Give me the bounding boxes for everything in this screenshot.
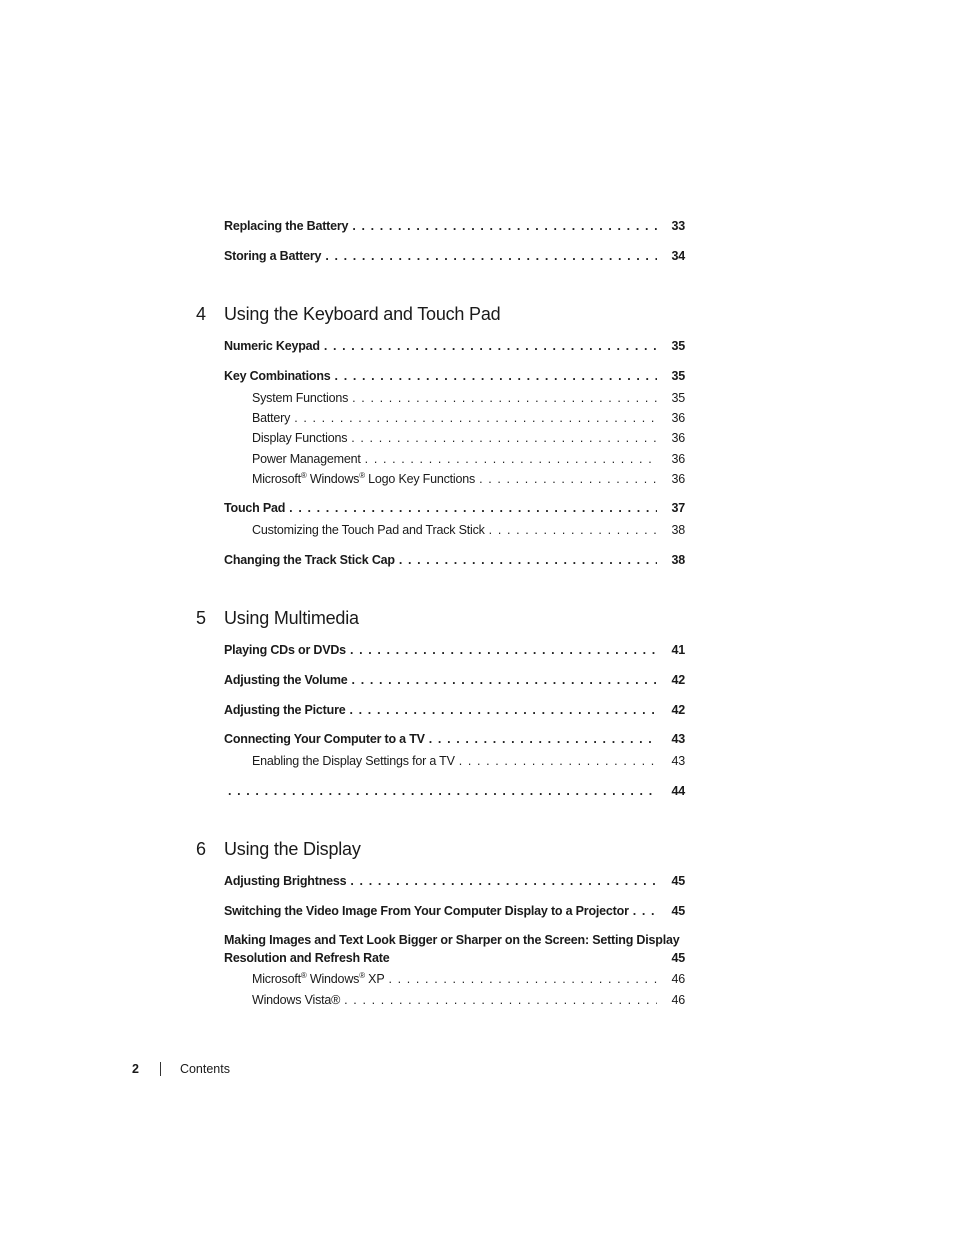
dot-leader [399,553,657,567]
footer-section-label: Contents [179,1062,230,1076]
toc-subentry-tv-display-settings[interactable] [252,754,685,774]
page-number: 34 [671,249,685,263]
entry-label: Windows Vista® [252,993,341,1007]
toc-subentry-battery[interactable] [252,411,685,431]
chapter-number: 6 [196,839,206,859]
toc-entry-storing-battery[interactable] [224,249,685,269]
page-number: 35 [671,391,685,405]
page-number: 46 [671,972,685,986]
toc-entry-adjusting-volume[interactable] [224,673,685,693]
dot-leader [459,754,657,768]
dot-leader [289,501,657,515]
entry-label: Enabling the Display Settings for a TV [252,754,455,768]
page-number: 42 [671,673,685,687]
toc-subentry-customizing-touch-pad[interactable] [252,523,685,543]
toc-subentry-windows-vista[interactable] [252,993,685,1013]
chapter-title: Using the Keyboard and Touch Pad [224,304,501,324]
dot-leader [479,472,657,486]
dot-leader [325,249,657,263]
page-number: 36 [671,431,685,445]
dot-leader [351,431,657,445]
dot-leader [350,703,657,717]
page-footer [132,1062,230,1076]
page-number: 45 [671,951,685,965]
entry-label: Adjusting the Volume [224,673,348,687]
entry-label: Changing the Track Stick Cap [224,553,395,567]
dot-leader [489,523,657,537]
entry-line2 [224,951,685,965]
entry-label: Replacing the Battery [224,219,349,233]
toc-entry-adjusting-brightness[interactable] [224,874,685,894]
entry-label: Switching the Video Image From Your Computer Display to a Projector [224,904,629,918]
entry-label: Numeric Keypad [224,339,320,353]
footer-page-number: 2 [132,1062,139,1076]
toc-subentry-system-functions[interactable] [252,391,685,411]
page-number: 43 [671,732,685,746]
page-number: 36 [671,411,685,425]
dot-leader [344,993,657,1007]
entry-label: Customizing the Touch Pad and Track Stick [252,523,485,537]
entry-label: Microsoft® Windows® XP [252,971,385,986]
entry-label: Connecting Your Computer to a TV [224,732,425,746]
toc-entry-track-stick-cap[interactable] [224,553,685,573]
chapter-title: Using Multimedia [224,608,359,628]
page-number: 41 [671,643,685,657]
entry-label: Storing a Battery [224,249,322,263]
page-number: 38 [671,523,685,537]
toc-subentry-power-management[interactable] [252,452,685,472]
toc-entry-numeric-keypad[interactable] [224,339,685,359]
toc-subentry-windows-xp[interactable] [252,972,685,992]
dot-leader [335,369,657,383]
dot-leader [365,452,657,466]
page-number: 46 [671,993,685,1007]
entry-label: Playing CDs or DVDs [224,643,346,657]
page-number: 42 [671,703,685,717]
chapter-heading-5[interactable] [196,608,359,629]
toc-entry-connecting-tv[interactable] [224,732,685,752]
dot-leader [388,972,657,986]
page-number: 43 [671,754,685,768]
toc-entry-key-combinations[interactable] [224,369,685,389]
chapter-number: 5 [196,608,206,628]
toc-entry-unlabeled[interactable] [224,784,685,804]
page-number: 37 [671,501,685,515]
dot-leader [350,874,657,888]
entry-label: Battery [252,411,291,425]
toc-entry-playing-cds[interactable] [224,643,685,663]
chapter-heading-6[interactable] [196,839,361,860]
dot-leader [228,784,657,798]
chapter-title: Using the Display [224,839,361,859]
page-number: 35 [671,369,685,383]
dot-leader [324,339,657,353]
chapter-number: 4 [196,304,206,324]
entry-label-line2: Resolution and Refresh Rate [224,951,390,965]
toc-subentry-display-functions[interactable] [252,431,685,451]
page-number: 35 [671,339,685,353]
chapter-heading-4[interactable] [196,304,500,325]
dot-leader [352,391,657,405]
entry-label: Key Combinations [224,369,331,383]
entry-label-line1: Making Images and Text Look Bigger or Sharper on the Screen: Setting Display [224,933,680,947]
page-number: 45 [671,874,685,888]
toc-subentry-windows-logo-key[interactable] [252,472,685,492]
page-number: 36 [671,452,685,466]
entry-label: Adjusting the Picture [224,703,346,717]
entry-label: Microsoft® Windows® Logo Key Functions [252,471,476,486]
entry-label: Adjusting Brightness [224,874,347,888]
footer-divider [160,1062,161,1076]
toc-entry-replacing-battery[interactable] [224,219,685,239]
page-number: 38 [671,553,685,567]
page-number: 45 [671,904,685,918]
toc-entry-adjusting-picture[interactable] [224,703,685,723]
page-number: 44 [671,784,685,798]
toc-entry-making-images-bigger[interactable] [224,933,685,965]
page-number: 36 [671,472,685,486]
entry-label: Touch Pad [224,501,286,515]
dot-leader [294,411,657,425]
dot-leader [350,643,657,657]
dot-leader [429,732,657,746]
dot-leader [352,219,657,233]
toc-entry-switching-video[interactable] [224,904,685,924]
entry-label: Display Functions [252,431,348,445]
entry-label: System Functions [252,391,349,405]
entry-label: Power Management [252,452,361,466]
toc-entry-touch-pad[interactable] [224,501,685,521]
dot-leader [633,904,657,918]
dot-leader [352,673,657,687]
page-number: 33 [671,219,685,233]
